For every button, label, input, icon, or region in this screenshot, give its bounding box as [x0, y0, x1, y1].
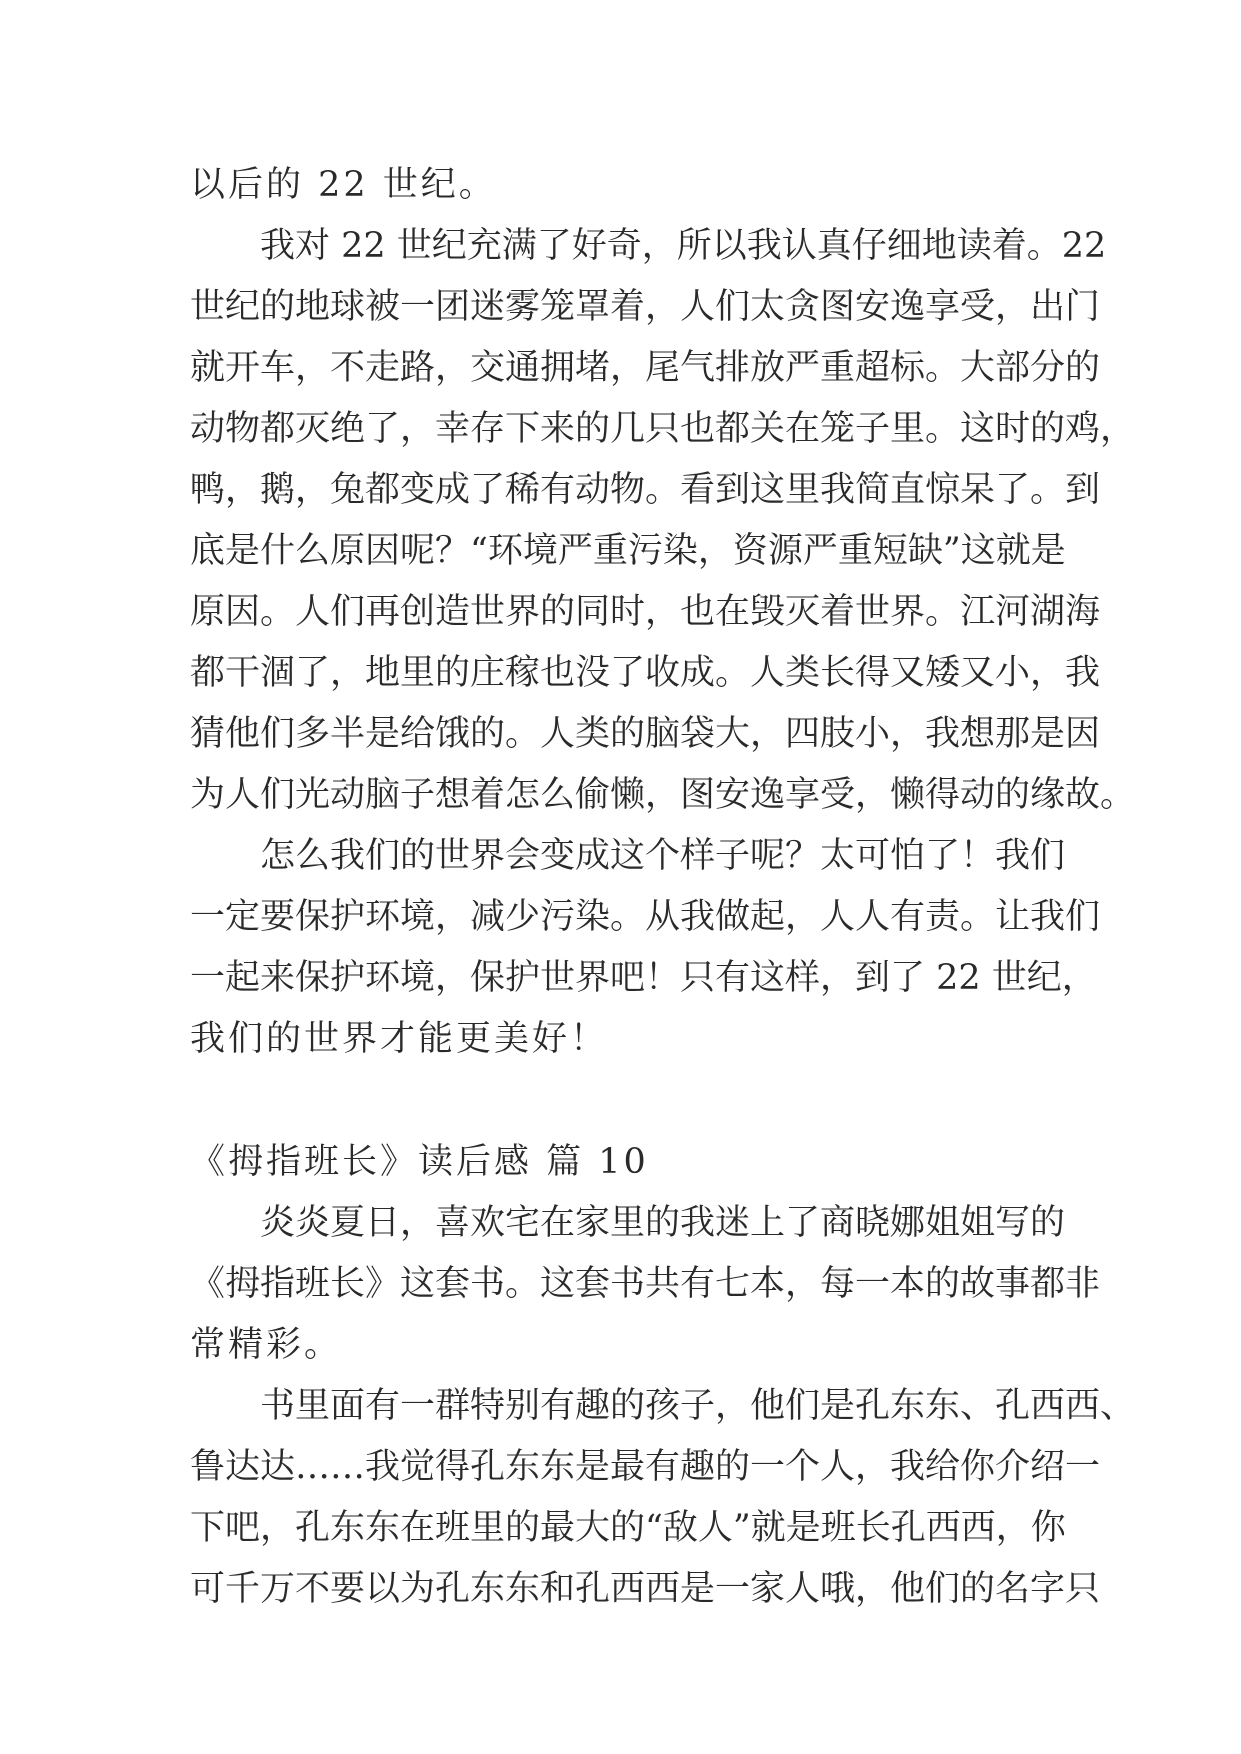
paragraph-line: 都干涸了，地里的庄稼也没了收成。人类长得又矮又小，我 [190, 653, 1101, 693]
paragraph-line: 一定要保护环境，减少污染。从我做起，人人有责。让我们 [190, 897, 1101, 937]
paragraph-line: 鲁达达……我觉得孔东东是最有趣的一个人，我给你介绍一 [190, 1447, 1101, 1487]
paragraph-line: 怎么我们的世界会变成这个样子呢？太可怕了！我们 [260, 836, 1066, 876]
paragraph-line: 猜他们多半是给饿的。人类的脑袋大，四肢小，我想那是因 [190, 714, 1101, 754]
paragraph-line: 炎炎夏日，喜欢宅在家里的我迷上了商晓娜姐姐写的 [260, 1203, 1066, 1243]
paragraph-line: 《拇指班长》这套书。这套书共有七本，每一本的故事都非 [190, 1264, 1101, 1304]
paragraph-line: 底是什么原因呢？“环境严重污染，资源严重短缺”这就是 [190, 531, 1066, 571]
paragraph-line: 动物都灭绝了，幸存下来的几只也都关在笼子里。这时的鸡， [190, 409, 1136, 449]
paragraph-line: 鸭，鹅，兔都变成了稀有动物。看到这里我简直惊呆了。到 [190, 470, 1101, 510]
paragraph-line: 原因。人们再创造世界的同时，也在毁灭着世界。江河湖海 [190, 592, 1101, 632]
paragraph-line: 常精彩。 [190, 1325, 343, 1365]
paragraph-line: 就开车，不走路，交通拥堵，尾气排放严重超标。大部分的 [190, 348, 1101, 388]
section-title: 《拇指班长》读后感 篇 10 [190, 1142, 649, 1182]
paragraph-line: 以后的 22 世纪。 [190, 165, 497, 205]
paragraph-line: 世纪的地球被一团迷雾笼罩着，人们太贪图安逸享受，出门 [190, 287, 1101, 327]
paragraph-line: 书里面有一群特别有趣的孩子，他们是孔东东、孔西西、 [260, 1386, 1136, 1426]
paragraph-line: 我们的世界才能更美好！ [190, 1019, 609, 1059]
paragraph-line: 一起来保护环境，保护世界吧！只有这样，到了 22 世纪， [190, 958, 1097, 998]
paragraph-line: 下吧，孔东东在班里的最大的“敌人”就是班长孔西西，你 [190, 1508, 1066, 1548]
paragraph-line: 为人们光动脑子想着怎么偷懒，图安逸享受，懒得动的缘故。 [190, 775, 1136, 815]
paragraph-line: 我对 22 世纪充满了好奇，所以我认真仔细地读着。22 [260, 226, 1107, 266]
paragraph-line: 可千万不要以为孔东东和孔西西是一家人哦，他们的名字只 [190, 1569, 1101, 1609]
